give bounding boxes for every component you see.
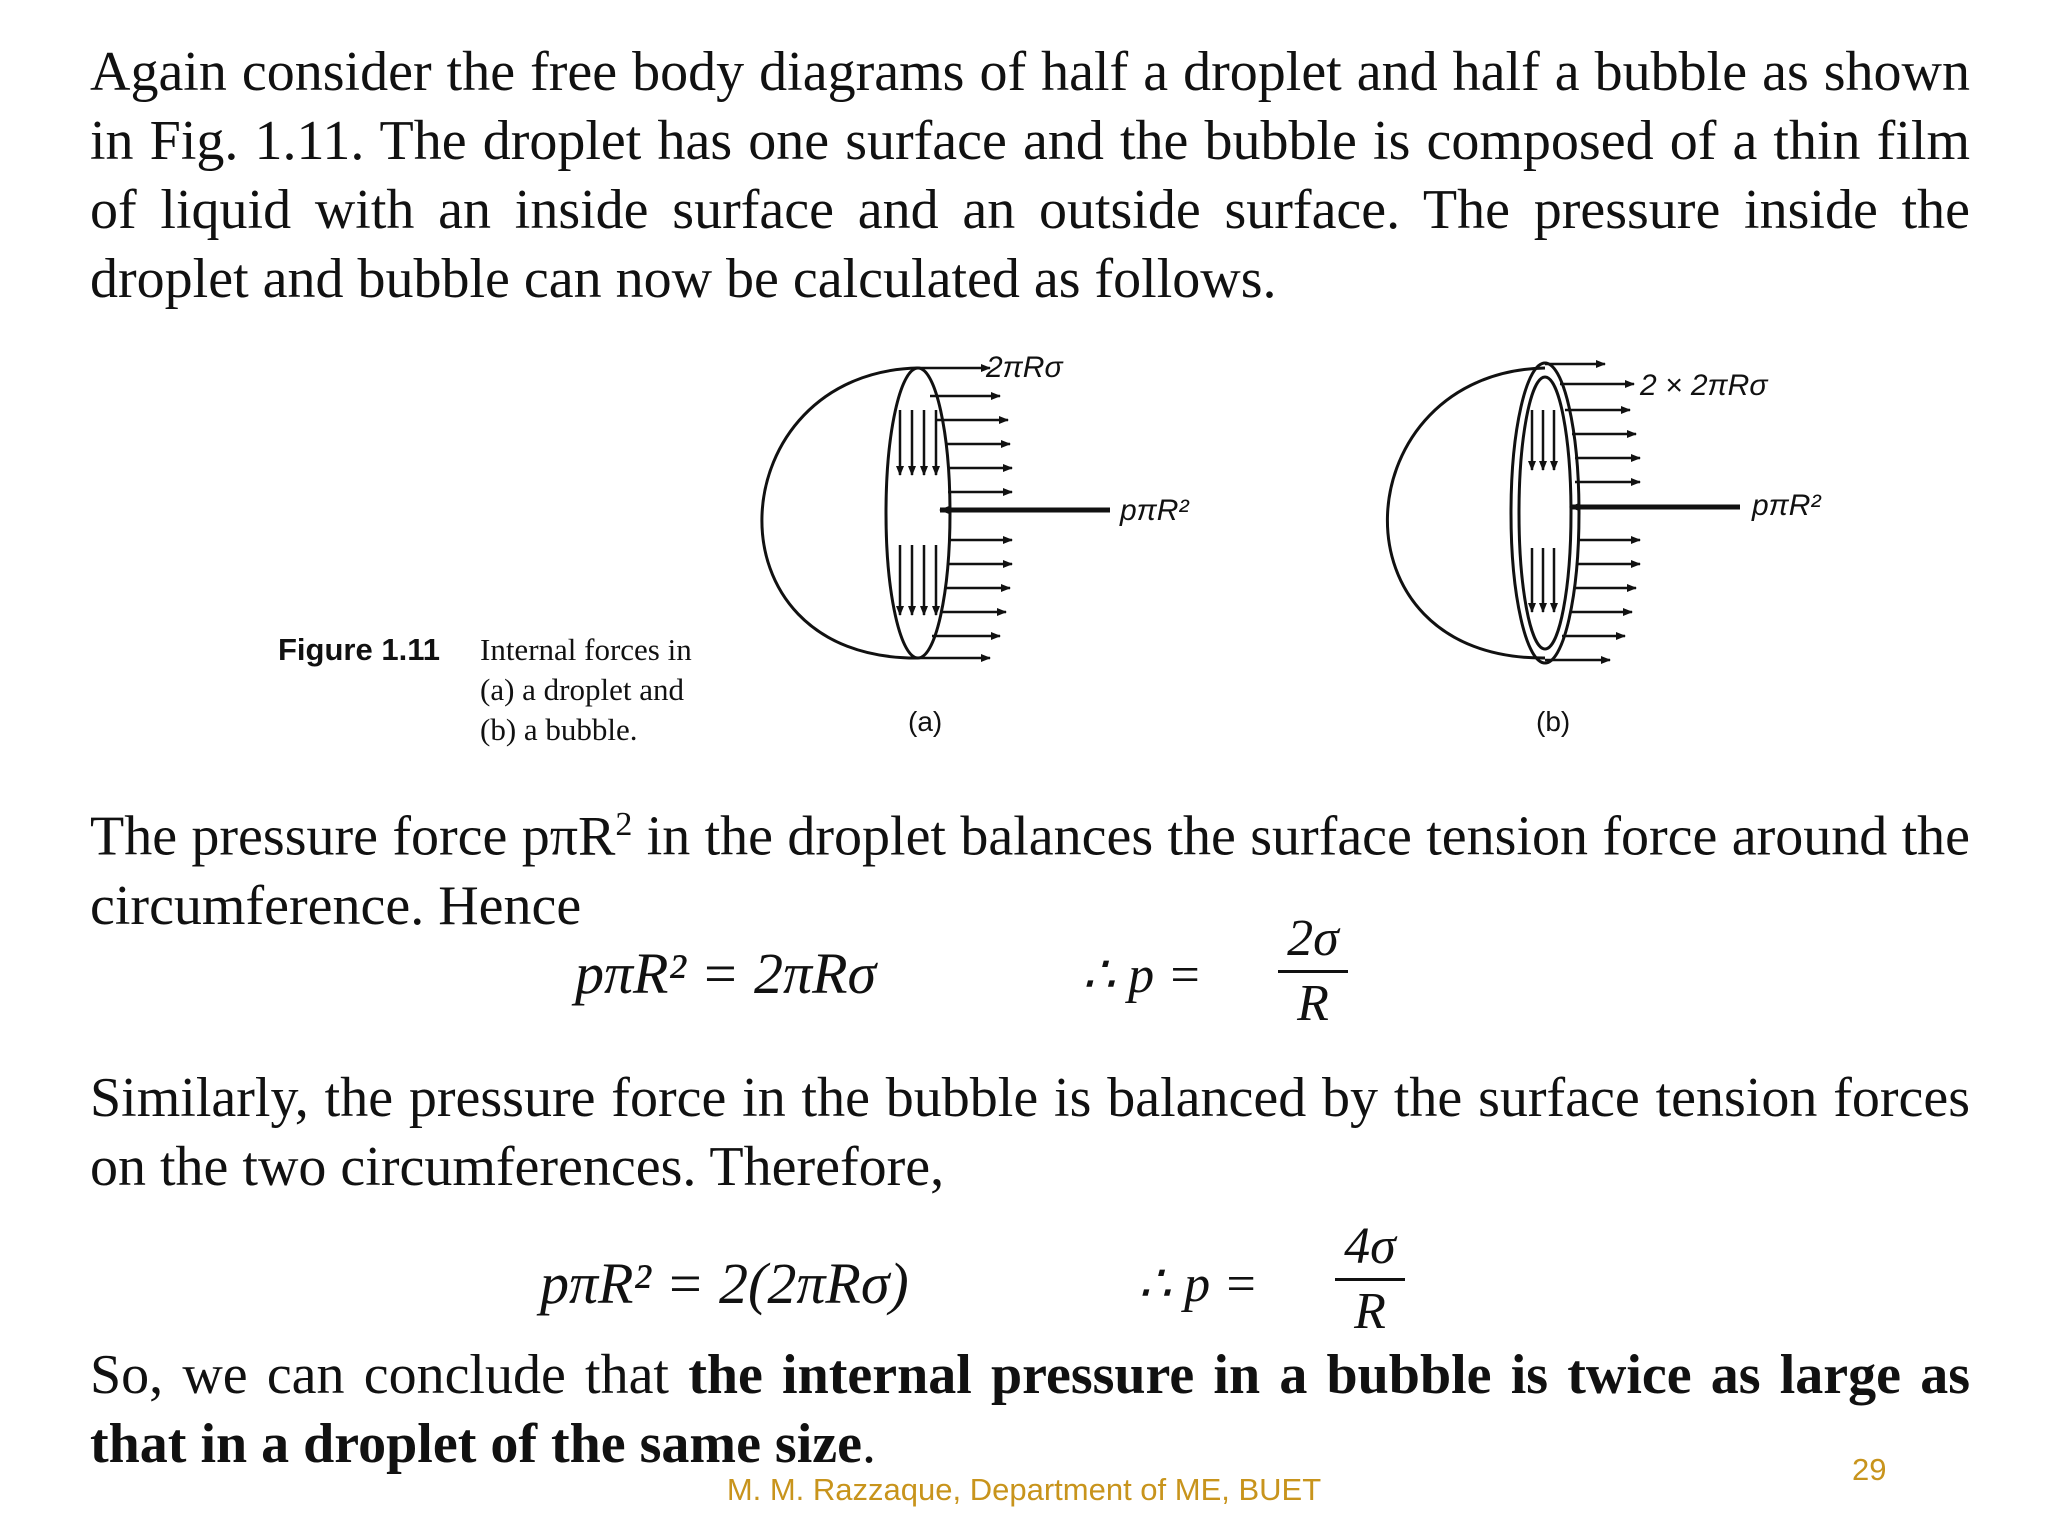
droplet-pressure-force-label: pπR² bbox=[1120, 494, 1189, 527]
fraction-bar bbox=[1335, 1278, 1405, 1281]
bubble-pressure-arrows bbox=[1532, 410, 1554, 612]
droplet-surface-force-label: 2πRσ bbox=[986, 351, 1063, 384]
conclusion-emphasis: the internal pressure in a bubble is twice as large as that in a droplet of the same size bbox=[90, 1344, 1971, 1475]
droplet-equation-fraction bbox=[1278, 910, 1348, 1033]
bubble-pressure-force-label: pπR² bbox=[1752, 489, 1821, 522]
conclusion-paragraph bbox=[90, 1341, 1970, 1479]
intro-paragraph: Again consider the free body diagrams of half a droplet and half a bubble as shown in Fig. 1.11. The droplet has one surface and the bubble is composed of a thin film of liquid with an inside surface and an outside surface. The pressure inside the droplet and bubble can now be calculated as follows. bbox=[90, 41, 1970, 310]
droplet-diagram bbox=[762, 351, 1190, 737]
page-number: 29 bbox=[1852, 1452, 1887, 1487]
figure-1-11-diagram bbox=[0, 340, 2048, 780]
bubble-equation-therefore: ∴ p = bbox=[1138, 1256, 1259, 1313]
fraction-denominator: R bbox=[1297, 975, 1329, 1032]
droplet-paragraph-part: The pressure force pπR bbox=[90, 805, 616, 868]
caption-line: Internal forces in bbox=[480, 632, 692, 667]
droplet-pressure-arrows bbox=[900, 410, 936, 615]
figure-caption-text bbox=[480, 630, 800, 750]
panel-b-tag: (b) bbox=[1536, 706, 1571, 737]
figure-label: Figure 1.11 bbox=[278, 632, 440, 667]
bubble-equation-fraction bbox=[1335, 1218, 1405, 1341]
conclusion-part: So, we can conclude that bbox=[90, 1344, 689, 1406]
bubble-paragraph: Similarly, the pressure force in the bubble is balanced by the surface tension forces on the two circumferences. Therefore, bbox=[90, 1067, 1970, 1198]
bubble-surface-force-label: 2 × 2πRσ bbox=[1640, 369, 1768, 402]
droplet-equation-therefore: ∴ p = bbox=[1082, 947, 1203, 1004]
panel-a-tag: (a) bbox=[908, 706, 943, 737]
droplet-surface-arrows bbox=[918, 368, 1012, 658]
caption-line: (b) a bubble. bbox=[480, 712, 638, 747]
droplet-equation-lhs: pπR² = 2πRσ bbox=[575, 941, 877, 1006]
fraction-denominator: R bbox=[1354, 1283, 1386, 1340]
footer-author: M. M. Razzaque, Department of ME, BUET bbox=[726, 1472, 1322, 1507]
superscript: 2 bbox=[615, 806, 633, 843]
fraction-numerator: 2σ bbox=[1287, 910, 1339, 967]
bubble-surface-arrows bbox=[1545, 364, 1640, 660]
bubble-diagram bbox=[1387, 363, 1821, 737]
conclusion-part: . bbox=[862, 1413, 876, 1475]
fraction-bar bbox=[1278, 970, 1348, 973]
bubble-equation-lhs: pπR² = 2(2πRσ) bbox=[540, 1251, 909, 1316]
droplet-paragraph-part: in the droplet balances the surface tension force around the circumference. Hence bbox=[90, 805, 1970, 937]
fraction-numerator: 4σ bbox=[1344, 1218, 1396, 1275]
droplet-paragraph bbox=[90, 790, 1970, 941]
caption-line: (a) a droplet and bbox=[480, 672, 684, 707]
